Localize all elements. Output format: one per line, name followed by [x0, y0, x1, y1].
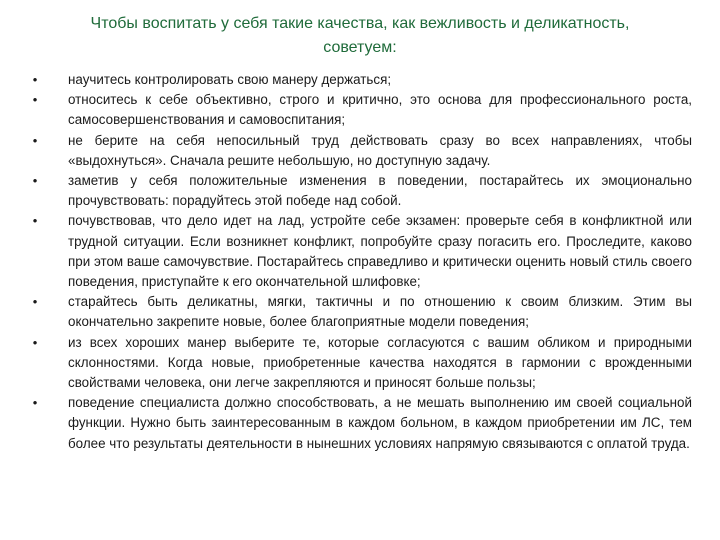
list-item-text: почувствовав, что дело идет на лад, устройте себе экзамен: проверьте себя в конфликтной или трудной ситуации. Если возникнет конфликт, попробуйте сразу погасить его. Проследите, каково при этом ваше самочувствие. Постарайтесь справедливо и критически оценить новый стиль своего поведения, приступайте к его окончательной шлифовке;: [68, 213, 692, 290]
bullet-icon: •: [32, 92, 38, 108]
list-item-text: поведение специалиста должно способствовать, а не мешать выполнению им своей социальной функции. Нужно быть заинтересованным в каждом больном, в каждом приобретении им ЛС, тем более что результаты деятельности в нынешних условиях напрямую связываются с оплатой труда.: [68, 395, 692, 451]
list-item: [28, 211, 692, 292]
list-item-text: не берите на себя непосильный труд действовать сразу во всех направлениях, чтобы «выдохнуться». Сначала решите небольшую, но доступную задачу.: [68, 132, 692, 168]
bullet-icon: •: [32, 173, 38, 189]
page-title: Чтобы воспитать у себя такие качества, как вежливость и деликатность, советуем:: [90, 15, 630, 56]
bullet-icon: •: [32, 72, 38, 87]
advice-list: [28, 70, 692, 454]
list-item-text: заметив у себя положительные изменения в поведении, постарайтесь их эмоционально прочувствовать: порадуйтесь этой победе над собой.: [68, 173, 692, 209]
bullet-icon: •: [32, 294, 38, 310]
list-item: [28, 333, 692, 394]
list-item-text: относитесь к себе объективно, строго и критично, это основа для профессионального роста, самосовершенствования и самовоспитания;: [68, 92, 692, 128]
bullet-icon: •: [32, 132, 38, 148]
bullet-icon: •: [32, 334, 38, 350]
list-item-text: научитесь контролировать свою манеру держаться;: [68, 72, 392, 87]
bullet-icon: •: [32, 213, 38, 229]
list-item: [28, 90, 692, 130]
list-item-text: из всех хороших манер выберите те, которые согласуются с вашим обликом и природными склонностями. Когда новые, приобретенные качества находятся в гармонии с врожденными свойствами человека, они легче закрепляются и приносят больше пользы;: [68, 334, 692, 391]
list-item-text: старайтесь быть деликатны, мягки, тактичны и по отношению к своим близким. Этим вы окончательно закрепите новые, более благоприятные модели поведения;: [68, 294, 692, 330]
list-item: [28, 292, 692, 332]
list-item: [28, 393, 692, 454]
list-item: [28, 70, 692, 90]
bullet-icon: •: [32, 395, 38, 411]
list-item: [28, 171, 692, 211]
list-item: [28, 131, 692, 171]
